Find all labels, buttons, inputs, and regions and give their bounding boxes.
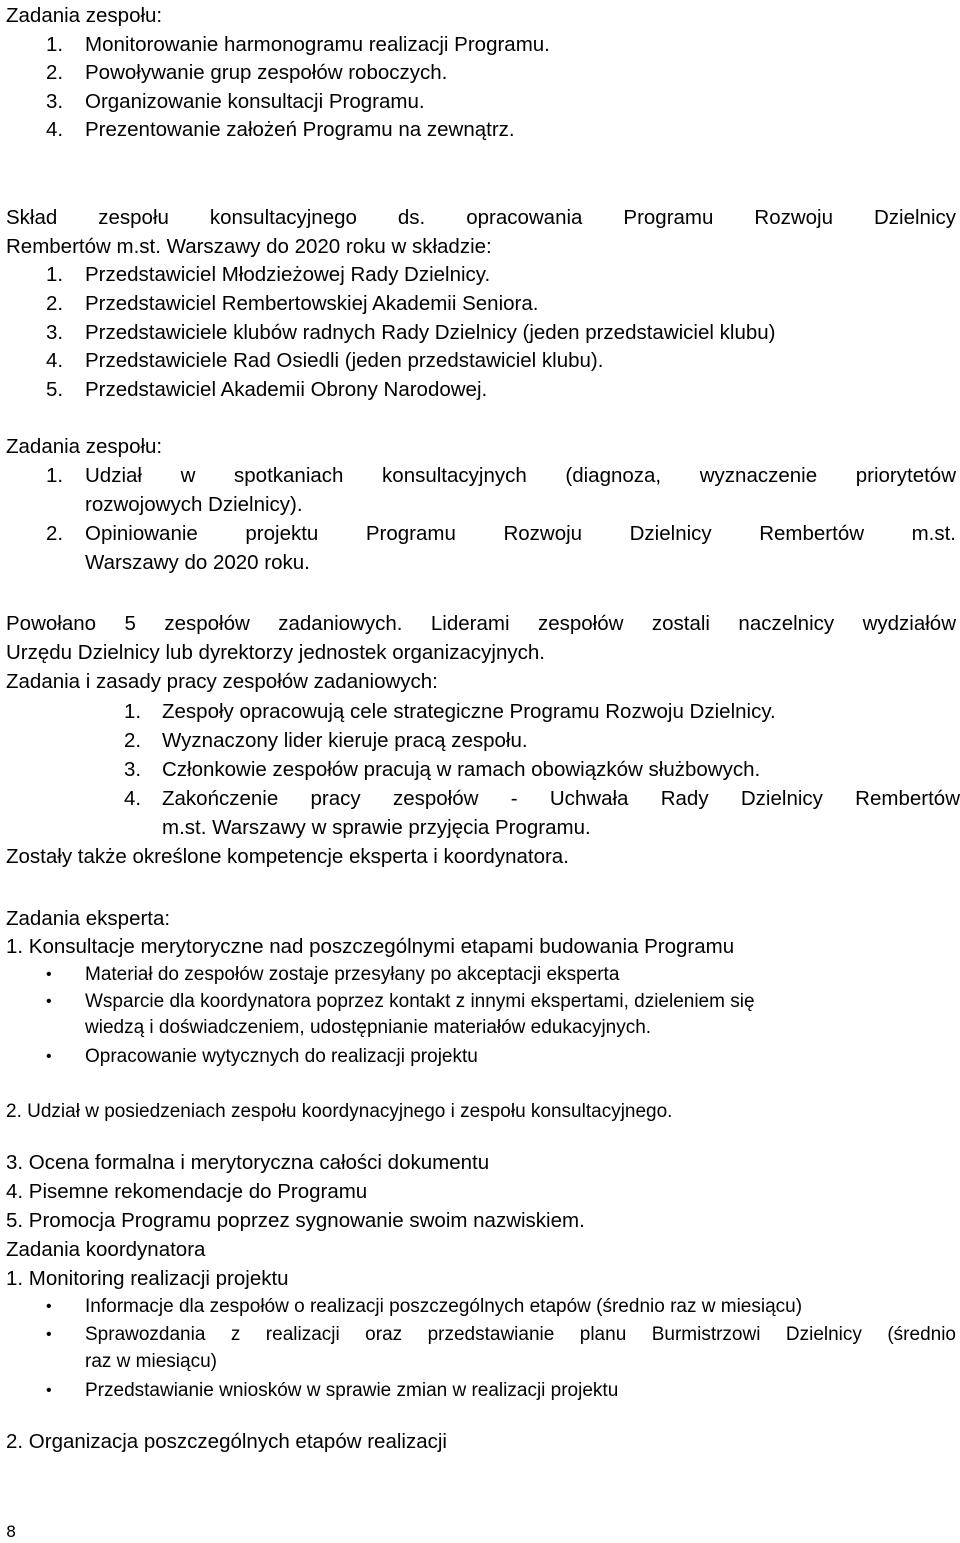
bullet-icon: •: [46, 1326, 52, 1343]
expert-point-1: 1. Konsultacje merytoryczne nad poszczególnymi etapami budowania Programu: [6, 935, 735, 958]
coordinator-point-2: 2. Organizacja poszczególnych etapów realizacji: [6, 1430, 447, 1453]
document-page: Zadania zespołu: 1. Monitorowanie harmonogramu realizacji Programu. 2. Powoływanie grup zespołów roboczych. 3. Organizowanie konsultacji Programu. 4. Prezentowanie założeń Programu na zewnątrz. Skład zespołu konsultacyjnego ds. opracowania Programu Rozwoju Dzielnicy Rembertów m.st. Warszawy do 2020 roku w składzie: 1. Przedstawiciel Młodzieżowej Rady Dzielnicy. 2. Przedstawiciel Rembertowskiej Akademii Seniora. 3. Przedstawiciele klubów radnych Rady Dzielnicy (jeden przedstawiciel klubu) 4. Przedstawiciele Rad Osiedli (jeden przedstawiciel klubu). 5. Przedstawiciel Akademii Obrony Narodowej. Zadania zespołu: 1. Udział w spotkaniach konsultacyjnych (diagnoza, wyznaczenie priorytetów rozwojowych Dzielnicy). 2. Opiniowanie projektu Programu Rozwoju Dzielnicy Rembertów m.st. Warszawy do 2020 roku. Powołano 5 zespołów zadaniowych. Liderami zespołów zostali naczelnicy wydziałów Urzędu Dzielnicy lub dyrektorzy jednostek organizacyjnych. Zadania i zasady pracy zespołów zadaniowych: 1. Zespoły opracowują cele strategiczne Programu Rozwoju Dzielnicy. 2. Wyznaczony lider kieruje pracą zespołu. 3. Członkowie zespołów pracują w ramach obowiązków służbowych. 4. Zakończenie pracy zespołów - Uchwała Rady Dzielnicy Rembertów m.st. Warszawy w sprawie przyjęcia Programu. Zostały także określone kompetencje eksperta i koordynatora. Zadania eksperta: 1. Konsultacje merytoryczne nad poszczególnymi etapami budowania Programu • Materiał do zespołów zostaje przesyłany po akceptacji eksperta • Wsparcie dla koordynatora poprzez kontakt z innymi ekspertami, dzieleniem się wiedzą i doświadczeniem, udostępnianie materiałów edukacyjnych. • Opracowanie wytycznych do realizacji projektu 2. Udział w posiedzeniach zespołu koordynacyjnego i zespołu konsultacyjnego. 3. Ocena formalna i merytoryczna całości dokumentu 4. Pisemne rekomendacje do Programu 5. Promocja Programu poprzez sygnowanie swoim nazwiskiem. Zadania koordynatora 1. Monitoring realizacji projektu • Informacje dla zespołów o realizacji poszczególnych etapów (średnio raz w miesiącu) • Sprawozdania z realizacji oraz przedstawianie planu Burmistrzowi Dzielnicy (średnio raz w miesiącu) • Przedstawianie wniosków w sprawie zmian w realizacji projektu 2. Organizacja poszczególnych etapów realizacji 8: [0, 0, 960, 1543]
bullet-icon: •: [46, 966, 52, 983]
expert-point-5: 5. Promocja Programu poprzez sygnowanie swoim nazwiskiem.: [6, 1209, 585, 1232]
bullet-icon: •: [46, 1382, 52, 1399]
expert-point-3: 3. Ocena formalna i merytoryczna całości dokumentu: [6, 1151, 490, 1174]
paragraph-line: Powołano 5 zespołów zadaniowych. Liderami zespołów zostali naczelnicy wydziałów: [6, 612, 956, 635]
bullet-icon: •: [46, 1298, 52, 1315]
heading-team-tasks-2: Zadania zespołu:: [6, 435, 163, 458]
expert-point-4: 4. Pisemne rekomendacje do Programu: [6, 1180, 368, 1203]
bullet-icon: •: [46, 993, 52, 1010]
paragraph-line: Skład zespołu konsultacyjnego ds. opracowania Programu Rozwoju Dzielnicy: [6, 206, 956, 229]
paragraph-line: Zostały także określone kompetencje eksperta i koordynatora.: [6, 845, 569, 868]
paragraph-line: Rembertów m.st. Warszawy do 2020 roku w składzie:: [6, 235, 492, 258]
heading-coordinator-tasks: Zadania koordynatora: [6, 1238, 206, 1261]
expert-point-2: 2. Udział w posiedzeniach zespołu koordynacyjnego i zespołu konsultacyjnego.: [6, 1101, 673, 1122]
bullet-icon: •: [46, 1048, 52, 1065]
coordinator-point-1: 1. Monitoring realizacji projektu: [6, 1267, 289, 1290]
paragraph-line: Urzędu Dzielnicy lub dyrektorzy jednostek organizacyjnych.: [6, 641, 545, 664]
heading-team-tasks: Zadania zespołu:: [6, 4, 163, 27]
heading-expert-tasks: Zadania eksperta:: [6, 907, 171, 930]
heading-task-teams: Zadania i zasady pracy zespołów zadaniowych:: [6, 670, 438, 693]
page-number: 8: [6, 1522, 17, 1541]
